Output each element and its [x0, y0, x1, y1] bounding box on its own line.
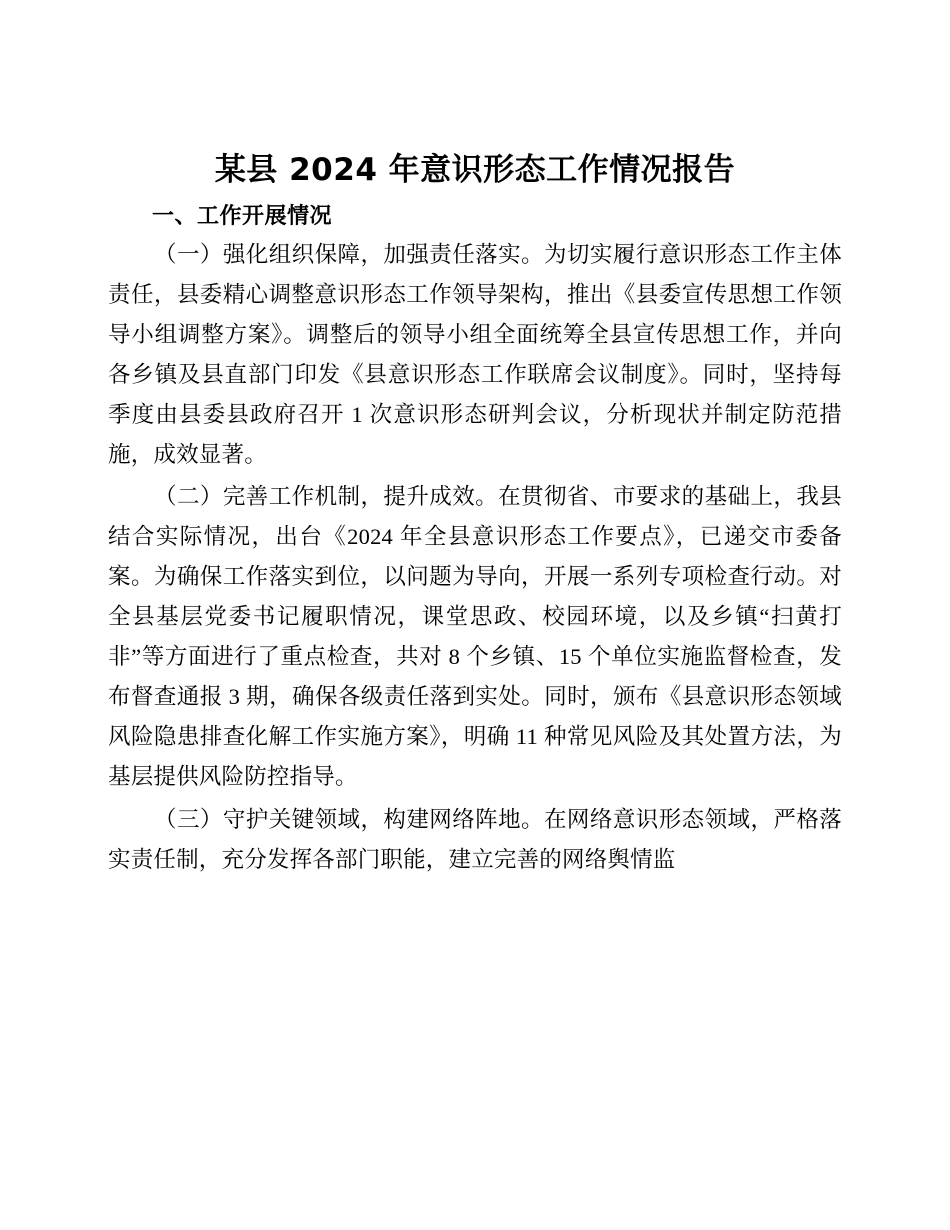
paragraph-1: （一）强化组织保障，加强责任落实。为切实履行意识形态工作主体责任，县委精心调整意识形态工作领导架构，推出《县委宣传思想工作领导小组调整方案》。调整后的领导小组全面统筹全县宣传思想工作，并向各乡镇及县直部门印发《县意识形态工作联席会议制度》。同时，坚持每季度由县委县政府召开 1 次意识形态研判会议，分析现状并制定防范措施，成效显著。	[108, 241, 842, 468]
paragraph-2: （二）完善工作机制，提升成效。在贯彻省、市要求的基础上，我县结合实际情况，出台《2024 年全县意识形态工作要点》，已递交市委备案。为确保工作落实到位，以问题为导向，开展一系列专项检查行动。对全县基层党委书记履职情况，课堂思政、校园环境，以及乡镇“扫黄打非”等方面进行了重点检查，共对 8 个乡镇、15 个单位实施监督检查，发布督查通报 3 期，确保各级责任落到实处。同时，颁布《县意识形态领域风险隐患排查化解工作实施方案》，明确 11 种常见风险及其处置方法，为基层提供风险防控指导。	[108, 484, 842, 790]
section-heading-1: 一、工作开展情况	[152, 203, 333, 229]
page-title: 某县 2024 年意识形态工作情况报告	[214, 152, 736, 188]
paragraph-3: （三）守护关键领域，构建网络阵地。在网络意识形态领域，严格落实责任制，充分发挥各部门职能，建立完善的网络舆情监	[108, 806, 842, 872]
